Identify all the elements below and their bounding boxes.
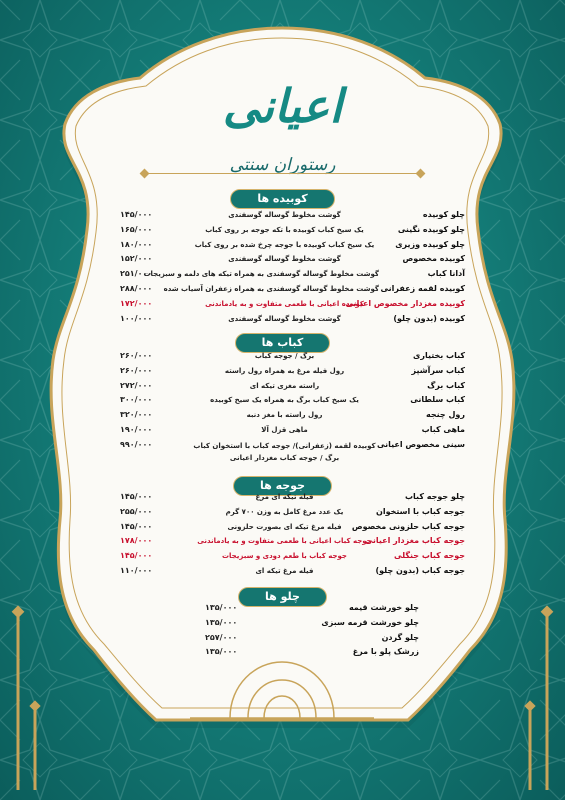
menu-item	[90, 238, 475, 253]
menu-item	[90, 393, 475, 408]
item-name: چلو کوبیده نگینی	[397, 224, 465, 234]
item-description: جوجه کباب با طعم دودی و سبزیجات	[222, 552, 347, 561]
item-name: کوبیده لقمه زعفرانی	[380, 283, 465, 293]
item-name: سینی مخصوص اعیانی	[376, 439, 465, 449]
menu-item	[90, 364, 475, 379]
item-price: ۲۶۰/۰۰۰	[120, 351, 153, 360]
item-price: ۲۵۱/۰۰۰	[120, 269, 153, 279]
item-price: ۱۴۵/۰۰۰	[120, 210, 153, 219]
item-description: فیله تیکه ای مرغ	[255, 493, 314, 501]
section-heading-chelo: چلو ها	[90, 585, 475, 605]
menu-item	[90, 520, 475, 535]
menu-item	[90, 282, 475, 297]
item-description: برگ / جوجه کباب	[254, 352, 315, 360]
section-kabab	[90, 349, 475, 464]
item-name: کباب بختیاری	[413, 351, 465, 360]
menu-item	[90, 631, 475, 646]
item-description: رول راسته با مغز دنبه	[246, 411, 323, 420]
menu-item	[90, 564, 475, 579]
item-name: کوبیده مخصوص	[402, 254, 465, 264]
item-name: جوجه کباب جنگلی	[394, 551, 465, 561]
item-description: جوجه کباب اعیانی با طعمی متفاوت و به یادماندنی	[197, 537, 372, 546]
item-price: ۱۶۵/۰۰۰	[120, 224, 153, 234]
menu-item	[90, 267, 475, 282]
menu-item	[90, 534, 475, 549]
item-price: ۱۴۵/۰۰۰	[120, 492, 153, 501]
item-description: گوشت مخلوط گوساله گوسفندی	[228, 255, 341, 264]
item-name: آدانا کباب	[427, 269, 465, 279]
item-price: ۱۳۵/۰۰۰	[205, 647, 238, 657]
section-koobideh	[90, 208, 475, 326]
menu-item	[90, 645, 475, 660]
item-price: ۳۰۰/۰۰۰	[120, 395, 153, 405]
item-price: ۱۰۰/۰۰۰	[120, 313, 153, 323]
item-name: کوبیده مغزدار مخصوص اعیانی	[345, 298, 465, 308]
menu-item	[90, 490, 475, 505]
section-chelo	[90, 601, 475, 660]
item-name: جوجه کباب مغزدار اعیانی	[364, 536, 465, 546]
item-price: ۱۳۵/۰۰۰	[205, 617, 238, 627]
menu-item	[90, 601, 475, 616]
item-price: ۲۵۵/۰۰۰	[120, 506, 153, 516]
item-name: چلو گردن	[381, 632, 419, 642]
item-description: گوشت مخلوط گوساله گوسفندی	[228, 211, 341, 219]
item-name: چلو کوبیده	[422, 210, 465, 219]
item-description: رول فیله مرغ به همراه رول راسته	[224, 366, 345, 375]
item-price: ۱۱۰/۰۰۰	[120, 565, 153, 575]
item-description: کوبیده اعیانی با طعمی متفاوت و به یادماندنی	[205, 299, 364, 308]
item-name: جوجه کباب (بدون چلو)	[375, 565, 465, 575]
title-divider	[145, 173, 420, 174]
item-name: کباب سلطانی	[410, 395, 465, 405]
item-price: ۲۷۲/۰۰۰	[120, 380, 153, 390]
item-price: ۱۷۸/۰۰۰	[120, 536, 153, 546]
menu-item	[90, 312, 475, 327]
item-name: کباب سرآشپز	[411, 365, 465, 375]
item-price: ۹۹۰/۰۰۰	[120, 439, 153, 449]
menu-content	[90, 55, 475, 745]
item-name: چلو کوبیده وزیری	[395, 239, 465, 249]
item-name: زرشک پلو با مرغ	[352, 647, 419, 657]
item-name: چلو خورشت قیمه	[348, 603, 419, 612]
menu-item	[90, 208, 475, 223]
item-description: یک سیخ کباب کوبیده با تکه جوجه بر روی کباب	[205, 225, 364, 234]
section-jooje	[90, 490, 475, 579]
item-price: ۲۵۷/۰۰۰	[205, 632, 238, 642]
item-price: ۱۹۰/۰۰۰	[120, 424, 153, 434]
item-price: ۱۸۰/۰۰۰	[120, 239, 153, 249]
item-name: چلو خورشت قرمه سبزی	[321, 617, 419, 627]
item-name: چلو جوجه کباب	[405, 492, 465, 501]
item-price: ۱۴۵/۰۰۰	[120, 521, 153, 531]
section-heading-koobideh: کوبیده ها	[90, 187, 475, 207]
menu-item	[90, 408, 475, 423]
item-name: رول چنجه	[426, 410, 465, 420]
item-description: فیله مرغ تیکه ای	[255, 566, 314, 575]
item-description: ماهی قزل آلا	[261, 425, 308, 434]
item-price: ۲۶۰/۰۰۰	[120, 365, 153, 375]
item-name: کباب برگ	[427, 380, 465, 390]
item-description: گوشت مخلوط گوساله گوسفندی به همراه زعفران آسیاب شده	[163, 284, 379, 293]
item-price: ۱۷۲/۰۰۰	[120, 298, 153, 308]
menu-item	[90, 379, 475, 394]
item-name: ماهی کباب	[421, 424, 465, 434]
item-price: ۲۸۸/۰۰۰	[120, 283, 153, 293]
item-name: جوجه کباب حلزونی مخصوص	[351, 521, 465, 531]
item-name: جوجه کباب با استخوان	[376, 506, 465, 516]
menu-item	[90, 616, 475, 631]
menu-item	[90, 223, 475, 238]
title-sub: رستوران سنتی	[229, 155, 336, 175]
item-description: گوشت مخلوط گوساله گوسفندی	[228, 314, 341, 323]
restaurant-title	[90, 79, 475, 133]
item-description: راسته مغزی تیکه ای	[249, 381, 320, 390]
section-heading-jooje: جوجه ها	[90, 474, 475, 494]
item-price: ۱۴۵/۰۰۰	[120, 551, 153, 561]
item-price: ۱۳۵/۰۰۰	[205, 603, 238, 612]
menu-item	[90, 252, 475, 267]
menu-item	[90, 549, 475, 564]
menu-item	[90, 505, 475, 520]
item-description: فیله مرغ تیکه ای بصورت حلزونی	[227, 522, 342, 531]
menu-item	[90, 297, 475, 312]
item-price: ۱۵۲/۰۰۰	[120, 254, 153, 264]
item-description: یک سیخ کباب کوبیده با جوجه چرخ شده بر روی کباب	[194, 240, 375, 249]
item-price: ۳۲۰/۰۰۰	[120, 410, 153, 420]
title-main: اعیانی	[222, 79, 343, 133]
menu-item	[90, 349, 475, 364]
menu-item	[90, 438, 475, 464]
item-description: گوشت مخلوط گوساله گوسفندی به همراه تیکه های دلمه و سبزیجات	[143, 270, 379, 279]
item-description: یک عدد مرغ کامل به وزن ۷۰۰ گرم	[225, 507, 344, 516]
section-heading-kabab: کباب ها	[90, 331, 475, 351]
item-description: یک سیخ کباب برگ به همراه یک سیخ کوبیده	[210, 396, 359, 405]
menu-item	[90, 423, 475, 438]
item-name: کوبیده (بدون چلو)	[393, 313, 465, 323]
item-description: کوبیده لقمه (زعفرانی)/ جوجه کباب با استخوان کباب برگ / جوجه کباب مغزدار اعیانی	[193, 441, 376, 462]
